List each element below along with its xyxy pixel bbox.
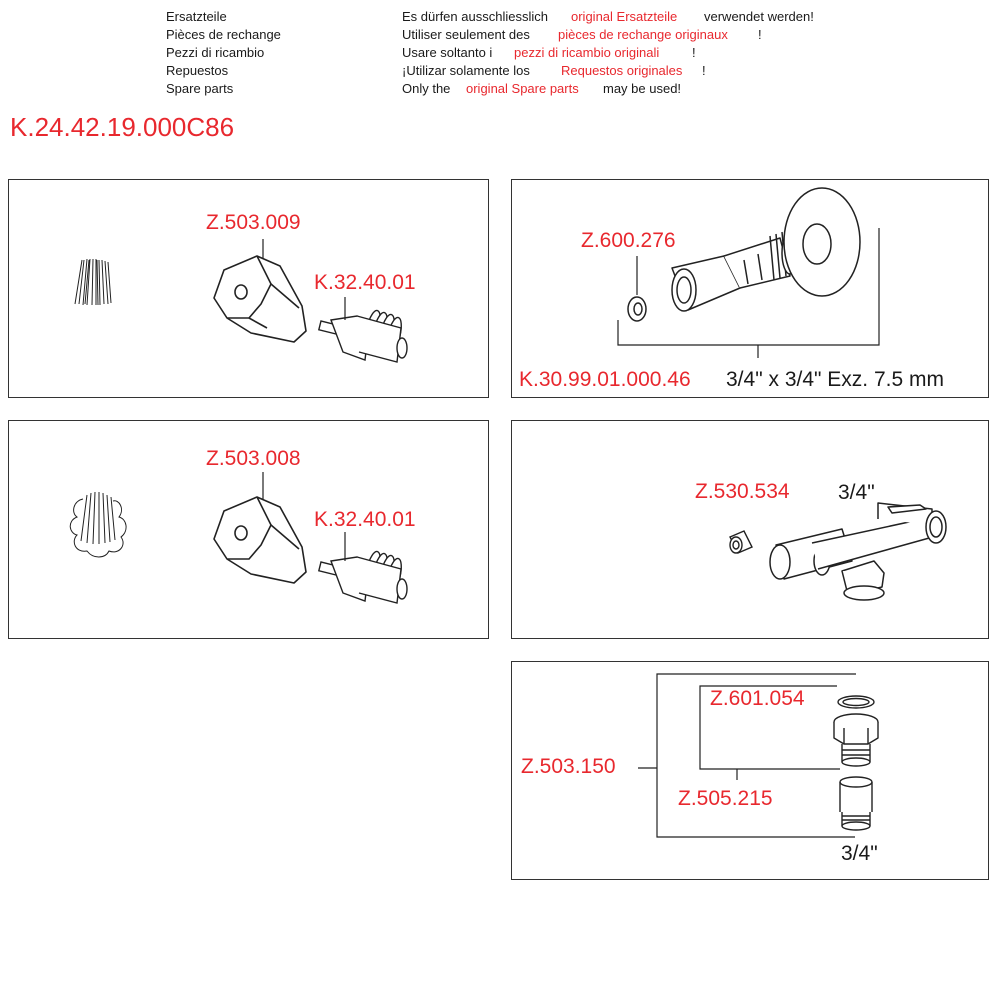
notice-highlight: original Ersatzteile	[571, 9, 678, 24]
extension-size: 3/4"	[841, 842, 878, 865]
handle-illustration	[214, 497, 306, 583]
panel-cold-handle	[8, 179, 489, 398]
notice-row	[0, 62, 1000, 80]
panel-connector	[511, 420, 989, 639]
rosette-illustration	[784, 188, 860, 296]
connector-size: 3/4"	[838, 481, 875, 504]
notice-text-end: verwendet werden!	[704, 9, 814, 24]
nut-illustration	[834, 714, 878, 766]
cartridge-part-code: K.32.40.01	[314, 508, 416, 531]
o-ring-illustration	[838, 696, 874, 708]
panel-connector-drawing	[512, 421, 990, 640]
notice-row	[0, 8, 1000, 26]
handle-illustration	[214, 256, 306, 342]
notice-text: Usare soltanto i	[402, 45, 493, 60]
notice-row	[0, 44, 1000, 62]
eccentric-spec: 3/4" x 3/4" Exz. 7.5 mm	[726, 368, 944, 391]
small-fitting-illustration	[730, 531, 752, 553]
notice-language-label: Ersatzteile	[166, 9, 227, 24]
extension-illustration	[840, 777, 872, 830]
notice-language-label: Spare parts	[166, 81, 234, 96]
notice-highlight: original Spare parts	[466, 81, 579, 96]
notice-highlight: Requestos originales	[561, 63, 683, 78]
washer-illustration	[628, 297, 646, 321]
notice-highlight: pezzi di ricambio originali	[514, 45, 660, 60]
hot-handle-icon	[70, 492, 126, 557]
o-ring-part-code: Z.601.054	[710, 687, 805, 710]
handle-part-code: Z.503.008	[206, 447, 301, 470]
notice-text: Utiliser seulement des	[402, 27, 530, 42]
extension-set-code: Z.503.150	[521, 755, 616, 778]
washer-part-code: Z.600.276	[581, 229, 676, 252]
spare-parts-notice	[0, 0, 1000, 100]
eccentric-set-code: K.30.99.01.000.46	[519, 368, 691, 391]
cartridge-part-code: K.32.40.01	[314, 271, 416, 294]
panel-eccentric-drawing	[512, 180, 990, 399]
cold-handle-icon	[75, 259, 111, 305]
notice-text: ¡Utilizar solamente los	[402, 63, 530, 78]
connector-part-code: Z.530.534	[695, 480, 790, 503]
cartridge-illustration	[319, 550, 407, 603]
nut-part-code: Z.505.215	[678, 787, 773, 810]
notice-text-end: !	[702, 63, 706, 78]
product-code-title: K.24.42.19.000C86	[10, 112, 235, 142]
panel-extension-set	[511, 661, 989, 880]
notice-text-end: !	[758, 27, 762, 42]
cartridge-illustration	[319, 309, 407, 362]
notice-highlight: pièces de rechange originaux	[558, 27, 728, 42]
eccentric-fitting-illustration	[672, 230, 798, 311]
notice-language-label: Repuestos	[166, 63, 229, 78]
notice-language-label: Pezzi di ricambio	[166, 45, 265, 60]
notice-text-end: !	[692, 45, 696, 60]
notice-language-label: Pièces de rechange	[166, 27, 281, 42]
notice-text: Only the	[402, 81, 451, 96]
notice-text: Es dürfen ausschliesslich	[402, 9, 548, 24]
panel-eccentric-set	[511, 179, 989, 398]
connector-illustration	[770, 503, 946, 600]
notice-row	[0, 80, 1000, 98]
notice-row	[0, 26, 1000, 44]
panel-hot-handle	[8, 420, 489, 639]
notice-text-end: may be used!	[603, 81, 682, 96]
handle-part-code: Z.503.009	[206, 211, 301, 234]
